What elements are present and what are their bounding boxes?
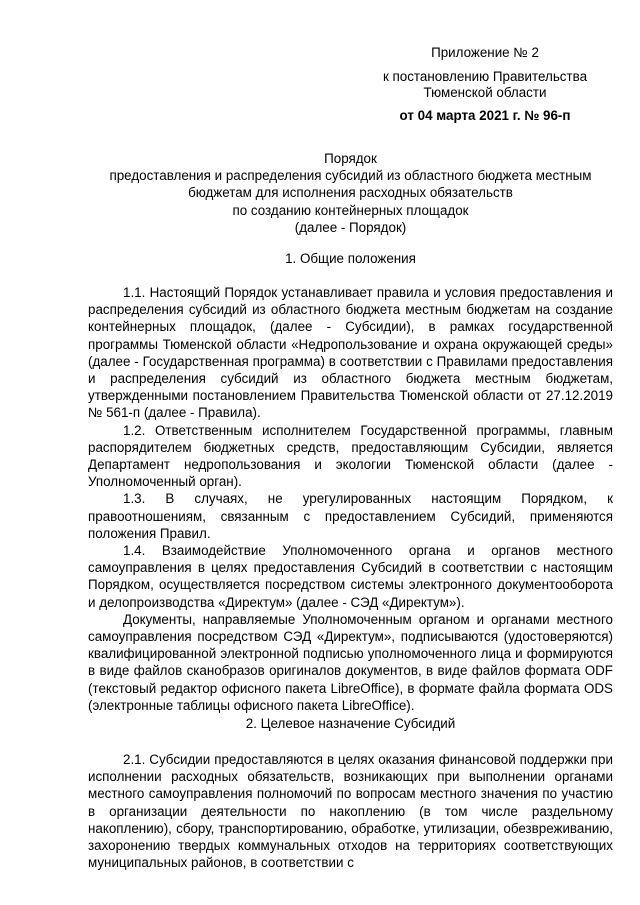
paragraph: 1.1. Настоящий Порядок устанавливает правила и условия предоставления и распределения субсидий из областного бюджета местным бюджетам на создание контейнерных площадок, (далее - Субсидии), в рамках государственной программы Тюменской области «Недропользование и охрана окружающей среды» (далее - Государственная программа) в соответствии с Правилами предоставления и распределения субсидий из областного бюджета местным бюджетам, утвержденными постановлением Правительства Тюменской области от 27.12.2019 № 561-п (далее - Правила). bbox=[88, 285, 613, 421]
paragraph: Документы, направляемые Уполномоченным органом и органами местного самоуправления посредством СЭД «Директум», подписываются (удостоверяются) квалифицированной электронной подписью уполномоченного лица и формируются в виде файлов сканобразов оригиналов документов, в виде файлов формата ODF (текстовый редактор офисного пакета LibreOffice), в формате файла формата ODS (электронные таблицы офисного пакета LibreOffice). bbox=[88, 611, 613, 713]
section-body bbox=[88, 284, 613, 714]
appendix-date-number: от 04 марта 2021 г. № 96-п bbox=[399, 108, 571, 123]
appendix-region: Тюменской области bbox=[423, 85, 547, 100]
paragraph: 1.2. Ответственным исполнителем Государственной программы, главным распорядителем бюджетных средств, предоставляющим Субсидии, является Департамент недропользования и экологии Тюменской области (далее - Уполномоченный орган). bbox=[88, 422, 613, 490]
paragraph: 1.4. Взаимодействие Уполномоченного органа и органов местного самоуправления в целях предоставления Субсидий в соответствии с настоящим Порядком, осуществляется посредством системы электронного документооборота и делопроизводства «Директум» (далее - СЭД «Директум»). bbox=[88, 543, 613, 610]
appendix-number: Приложение № 2 bbox=[431, 45, 539, 60]
title-line: бюджетам для исполнения расходных обязательств bbox=[188, 185, 513, 201]
title-line: (далее - Порядок) bbox=[294, 219, 407, 235]
document-title bbox=[88, 150, 613, 236]
paragraph: 2.1. Субсидии предоставляются в целях оказания финансовой поддержки при исполнении расходных обязательств, возникающих при выполнении органами местного самоуправления полномочий по вопросам местного значения по участию в организации деятельности по накоплению (в том числе раздельному накоплению), сбору, транспортированию, обработке, утилизации, обезвреживанию, захоронению твердых коммунальных отходов на территориях соответствующих муниципальных районов, в соответствии с bbox=[88, 752, 613, 871]
title-line: по созданию контейнерных площадок bbox=[232, 202, 469, 218]
section-heading: 1. Общие положения bbox=[285, 251, 416, 266]
paragraph: 1.3. В случаях, не урегулированных настоящим Порядком, к правоотношениям, связанным с предоставлением Субсидий, применяются положения Правил. bbox=[88, 491, 613, 541]
appendix-reference: к постановлению Правительства bbox=[382, 69, 588, 84]
section-heading: 2. Целевое назначение Субсидий bbox=[245, 716, 456, 731]
title-line: предоставления и распределения субсидий из областного бюджета местным bbox=[109, 168, 592, 184]
section-body bbox=[88, 751, 613, 871]
title-line: Порядок bbox=[324, 151, 377, 166]
